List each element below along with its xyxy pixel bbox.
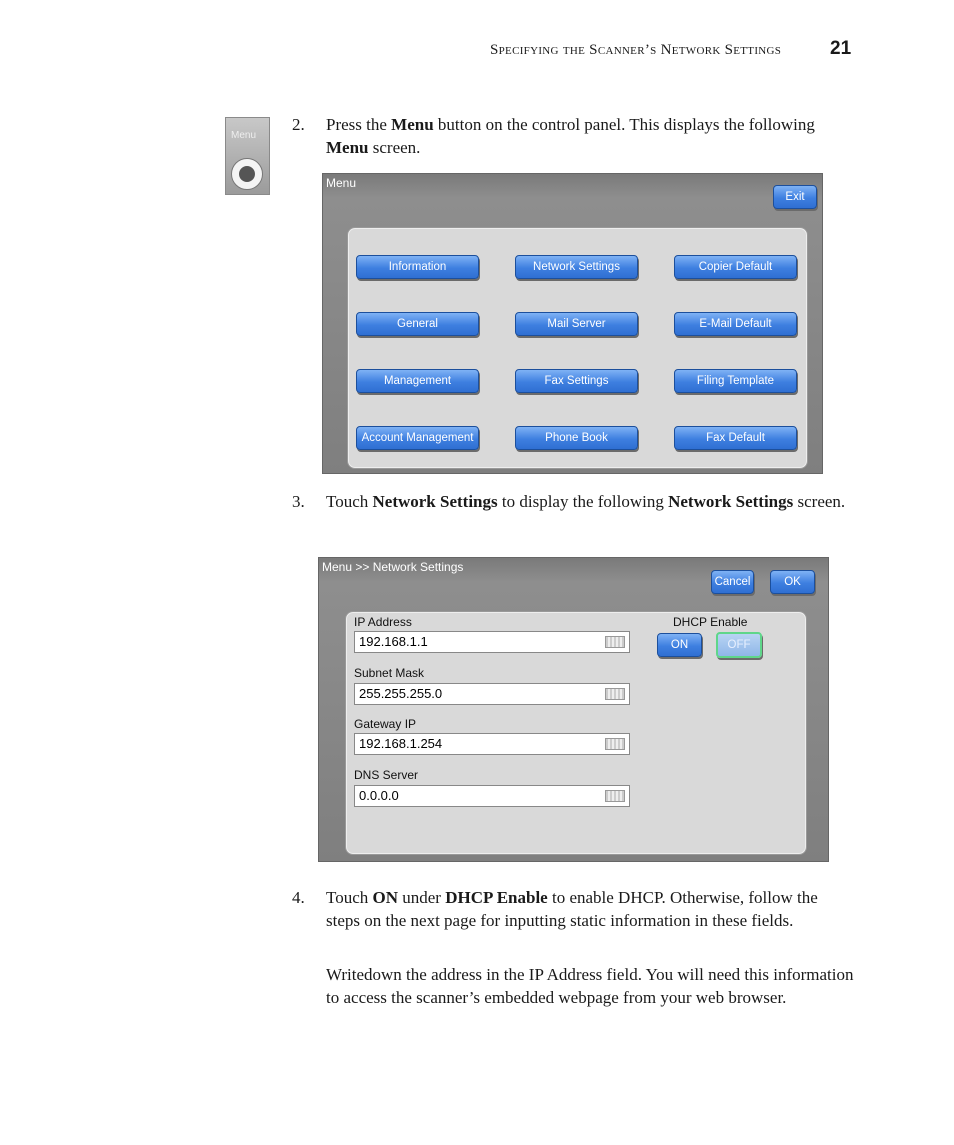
menu-screen-title: Menu bbox=[326, 176, 357, 190]
network-settings-button[interactable]: Network Settings bbox=[515, 255, 638, 279]
information-button[interactable]: Information bbox=[356, 255, 479, 279]
dhcp-off-button[interactable]: OFF bbox=[716, 632, 762, 658]
network-screen-title: Menu >> Network Settings bbox=[322, 560, 464, 574]
menu-button-icon bbox=[231, 158, 263, 190]
account-management-button[interactable]: Account Management bbox=[356, 426, 479, 450]
menu-key-label: Menu bbox=[231, 130, 257, 141]
cancel-button[interactable]: Cancel bbox=[711, 570, 754, 594]
ok-button[interactable]: OK bbox=[770, 570, 815, 594]
copier-default-button[interactable]: Copier Default bbox=[674, 255, 797, 279]
management-button[interactable]: Management bbox=[356, 369, 479, 393]
step-text: Touch ON under DHCP Enable to enable DHCP. Otherwise, follow the steps on the next page for inputting static information in these fields. bbox=[326, 888, 818, 930]
fax-default-button[interactable]: Fax Default bbox=[674, 426, 797, 450]
menu-button-panel bbox=[347, 227, 808, 469]
keyboard-icon[interactable] bbox=[605, 790, 625, 802]
step-number: 4. bbox=[292, 888, 305, 907]
mail-server-button[interactable]: Mail Server bbox=[515, 312, 638, 336]
dns-server-field[interactable]: 0.0.0.0 bbox=[354, 785, 630, 807]
network-settings-screen bbox=[318, 557, 829, 862]
subnet-mask-label: Subnet Mask bbox=[354, 666, 425, 680]
step-number: 2. bbox=[292, 115, 305, 134]
gateway-ip-field[interactable]: 192.168.1.254 bbox=[354, 733, 630, 755]
step-number: 3. bbox=[292, 492, 305, 511]
subnet-mask-field[interactable]: 255.255.255.0 bbox=[354, 683, 630, 705]
step-text: Press the Menu button on the control panel. This displays the following Menu screen. bbox=[326, 115, 815, 157]
keyboard-icon[interactable] bbox=[605, 738, 625, 750]
general-button[interactable]: General bbox=[356, 312, 479, 336]
keyboard-icon[interactable] bbox=[605, 636, 625, 648]
dns-server-label: DNS Server bbox=[354, 768, 419, 782]
exit-button[interactable]: Exit bbox=[773, 185, 817, 209]
dhcp-on-button[interactable]: ON bbox=[657, 633, 702, 657]
filing-template-button[interactable]: Filing Template bbox=[674, 369, 797, 393]
network-fields-panel bbox=[345, 611, 807, 855]
fax-settings-button[interactable]: Fax Settings bbox=[515, 369, 638, 393]
ip-address-field[interactable]: 192.168.1.1 bbox=[354, 631, 630, 653]
ip-address-label: IP Address bbox=[354, 615, 412, 629]
gateway-ip-label: Gateway IP bbox=[354, 717, 417, 731]
menu-screen bbox=[322, 173, 823, 474]
phone-book-button[interactable]: Phone Book bbox=[515, 426, 638, 450]
email-default-button[interactable]: E-Mail Default bbox=[674, 312, 797, 336]
keyboard-icon[interactable] bbox=[605, 688, 625, 700]
running-header: Specifying the Scanner’s Network Settings bbox=[490, 42, 782, 58]
page-number: 21 bbox=[830, 38, 852, 59]
dhcp-enable-label: DHCP Enable bbox=[673, 615, 748, 629]
step-text: Touch Network Settings to display the following Network Settings screen. bbox=[326, 492, 846, 511]
menu-key-illustration bbox=[225, 117, 270, 195]
